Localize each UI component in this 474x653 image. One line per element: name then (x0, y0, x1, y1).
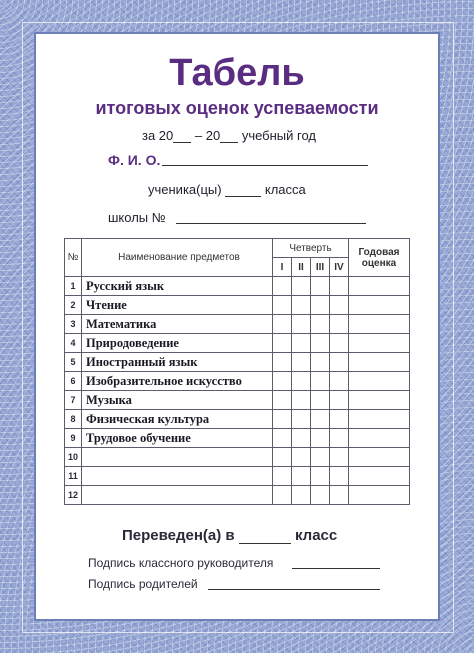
quarter-4-grade-cell[interactable] (330, 372, 349, 391)
row-number: 5 (65, 353, 82, 372)
subject-name (82, 467, 273, 486)
year-grade-cell[interactable] (349, 315, 410, 334)
subject-name: Природоведение (82, 334, 273, 353)
quarter-3-grade-cell[interactable] (311, 334, 330, 353)
table-row (65, 353, 410, 372)
quarter-1-grade-cell[interactable] (273, 334, 292, 353)
year-dash: – 20 (194, 128, 221, 143)
transferred-line (122, 527, 337, 544)
quarter-2-grade-cell[interactable] (292, 391, 311, 410)
table-row (65, 334, 410, 353)
row-number: 4 (65, 334, 82, 353)
quarter-4-grade-cell[interactable] (330, 334, 349, 353)
row-number: 1 (65, 277, 82, 296)
quarter-4-grade-cell[interactable] (330, 353, 349, 372)
school-field[interactable] (176, 211, 366, 224)
fio-field[interactable] (162, 153, 368, 166)
table-row (65, 486, 410, 505)
quarter-1-grade-cell[interactable] (273, 486, 292, 505)
quarter-4-grade-cell[interactable] (330, 467, 349, 486)
school-line (108, 210, 166, 225)
year-grade-cell[interactable] (349, 277, 410, 296)
year-suffix: учебный год (241, 128, 317, 143)
year-grade-cell[interactable] (349, 486, 410, 505)
header-quarter-1: I (273, 258, 292, 277)
quarter-1-grade-cell[interactable] (273, 391, 292, 410)
student-label: ученика(цы) (148, 182, 222, 197)
grades-table-body (65, 277, 410, 505)
header-no: № (65, 239, 82, 277)
transferred-label: Переведен(а) в (122, 527, 235, 544)
quarter-1-grade-cell[interactable] (273, 467, 292, 486)
quarter-3-grade-cell[interactable] (311, 372, 330, 391)
quarter-4-grade-cell[interactable] (330, 277, 349, 296)
quarter-4-grade-cell[interactable] (330, 429, 349, 448)
quarter-2-grade-cell[interactable] (292, 353, 311, 372)
row-number: 3 (65, 315, 82, 334)
subject-name: Трудовое обучение (82, 429, 273, 448)
subject-name: Иностранный язык (82, 353, 273, 372)
transferred-class-field[interactable] (239, 533, 291, 544)
quarter-4-grade-cell[interactable] (330, 296, 349, 315)
table-row (65, 410, 410, 429)
quarter-2-grade-cell[interactable] (292, 372, 311, 391)
quarter-1-grade-cell[interactable] (273, 353, 292, 372)
row-number: 8 (65, 410, 82, 429)
row-number: 6 (65, 372, 82, 391)
quarter-2-grade-cell[interactable] (292, 429, 311, 448)
signature-parents-field[interactable] (208, 577, 380, 590)
quarter-1-grade-cell[interactable] (273, 448, 292, 467)
transferred-suffix: класс (294, 527, 338, 544)
year-grade-cell[interactable] (349, 353, 410, 372)
document-title: Табель (169, 52, 305, 94)
year-grade-cell[interactable] (349, 467, 410, 486)
subject-name: Музыка (82, 391, 273, 410)
header-quarter-2: II (292, 258, 311, 277)
row-number: 2 (65, 296, 82, 315)
header-year: Годовая оценка (349, 239, 410, 277)
subject-name: Изобразительное искусство (82, 372, 273, 391)
year-grade-cell[interactable] (349, 334, 410, 353)
quarter-1-grade-cell[interactable] (273, 429, 292, 448)
row-number: 7 (65, 391, 82, 410)
table-row (65, 391, 410, 410)
row-number: 9 (65, 429, 82, 448)
year-grade-cell[interactable] (349, 410, 410, 429)
subject-name (82, 448, 273, 467)
subject-name: Математика (82, 315, 273, 334)
quarter-4-grade-cell[interactable] (330, 448, 349, 467)
quarter-3-grade-cell[interactable] (311, 448, 330, 467)
quarter-3-grade-cell[interactable] (311, 296, 330, 315)
row-number: 11 (65, 467, 82, 486)
quarter-2-grade-cell[interactable] (292, 334, 311, 353)
row-number: 10 (65, 448, 82, 467)
subject-name (82, 486, 273, 505)
table-row (65, 296, 410, 315)
year-prefix: за 20 (142, 128, 174, 143)
quarter-2-grade-cell[interactable] (292, 277, 311, 296)
quarter-1-grade-cell[interactable] (273, 296, 292, 315)
quarter-3-grade-cell[interactable] (311, 429, 330, 448)
signature-parents-label: Подпись родителей (88, 577, 198, 591)
header-quarter-3: III (311, 258, 330, 277)
quarter-1-grade-cell[interactable] (273, 315, 292, 334)
quarter-3-grade-cell[interactable] (311, 410, 330, 429)
year-grade-cell[interactable] (349, 448, 410, 467)
quarter-1-grade-cell[interactable] (273, 277, 292, 296)
header-subject: Наименование предметов (82, 239, 273, 277)
school-label: школы № (108, 210, 166, 225)
subject-name: Русский язык (82, 277, 273, 296)
grades-table (64, 238, 410, 505)
quarter-3-grade-cell[interactable] (311, 315, 330, 334)
header-quarter: Четверть (273, 239, 349, 258)
quarter-2-grade-cell[interactable] (292, 467, 311, 486)
document-subtitle: итоговых оценок успеваемости (95, 98, 379, 118)
year-grade-cell[interactable] (349, 391, 410, 410)
quarter-3-grade-cell[interactable] (311, 467, 330, 486)
subject-name: Чтение (82, 296, 273, 315)
quarter-1-grade-cell[interactable] (273, 410, 292, 429)
quarter-4-grade-cell[interactable] (330, 410, 349, 429)
table-row (65, 467, 410, 486)
quarter-3-grade-cell[interactable] (311, 353, 330, 372)
quarter-3-grade-cell[interactable] (311, 277, 330, 296)
table-row (65, 448, 410, 467)
year-grade-cell[interactable] (349, 372, 410, 391)
quarter-2-grade-cell[interactable] (292, 315, 311, 334)
row-number: 12 (65, 486, 82, 505)
year-grade-cell[interactable] (349, 429, 410, 448)
class-number-field[interactable] (225, 184, 261, 197)
subject-name: Физическая культура (82, 410, 273, 429)
class-suffix: класса (264, 182, 306, 197)
year-end-field[interactable] (220, 130, 238, 143)
year-grade-cell[interactable] (349, 296, 410, 315)
quarter-3-grade-cell[interactable] (311, 391, 330, 410)
class-line (148, 182, 306, 197)
fio-label: Ф. И. О. (108, 152, 161, 168)
quarter-2-grade-cell[interactable] (292, 296, 311, 315)
signature-teacher-field[interactable] (292, 556, 380, 569)
table-row (65, 429, 410, 448)
signature-teacher-label: Подпись классного руководителя (88, 556, 274, 570)
quarter-2-grade-cell[interactable] (292, 486, 311, 505)
table-row (65, 315, 410, 334)
quarter-2-grade-cell[interactable] (292, 410, 311, 429)
table-row (65, 277, 410, 296)
quarter-3-grade-cell[interactable] (311, 486, 330, 505)
quarter-2-grade-cell[interactable] (292, 448, 311, 467)
table-row (65, 372, 410, 391)
quarter-4-grade-cell[interactable] (330, 315, 349, 334)
year-start-field[interactable] (173, 130, 191, 143)
quarter-4-grade-cell[interactable] (330, 486, 349, 505)
school-year-line (142, 128, 316, 143)
quarter-4-grade-cell[interactable] (330, 391, 349, 410)
header-quarter-4: IV (330, 258, 349, 277)
quarter-1-grade-cell[interactable] (273, 372, 292, 391)
